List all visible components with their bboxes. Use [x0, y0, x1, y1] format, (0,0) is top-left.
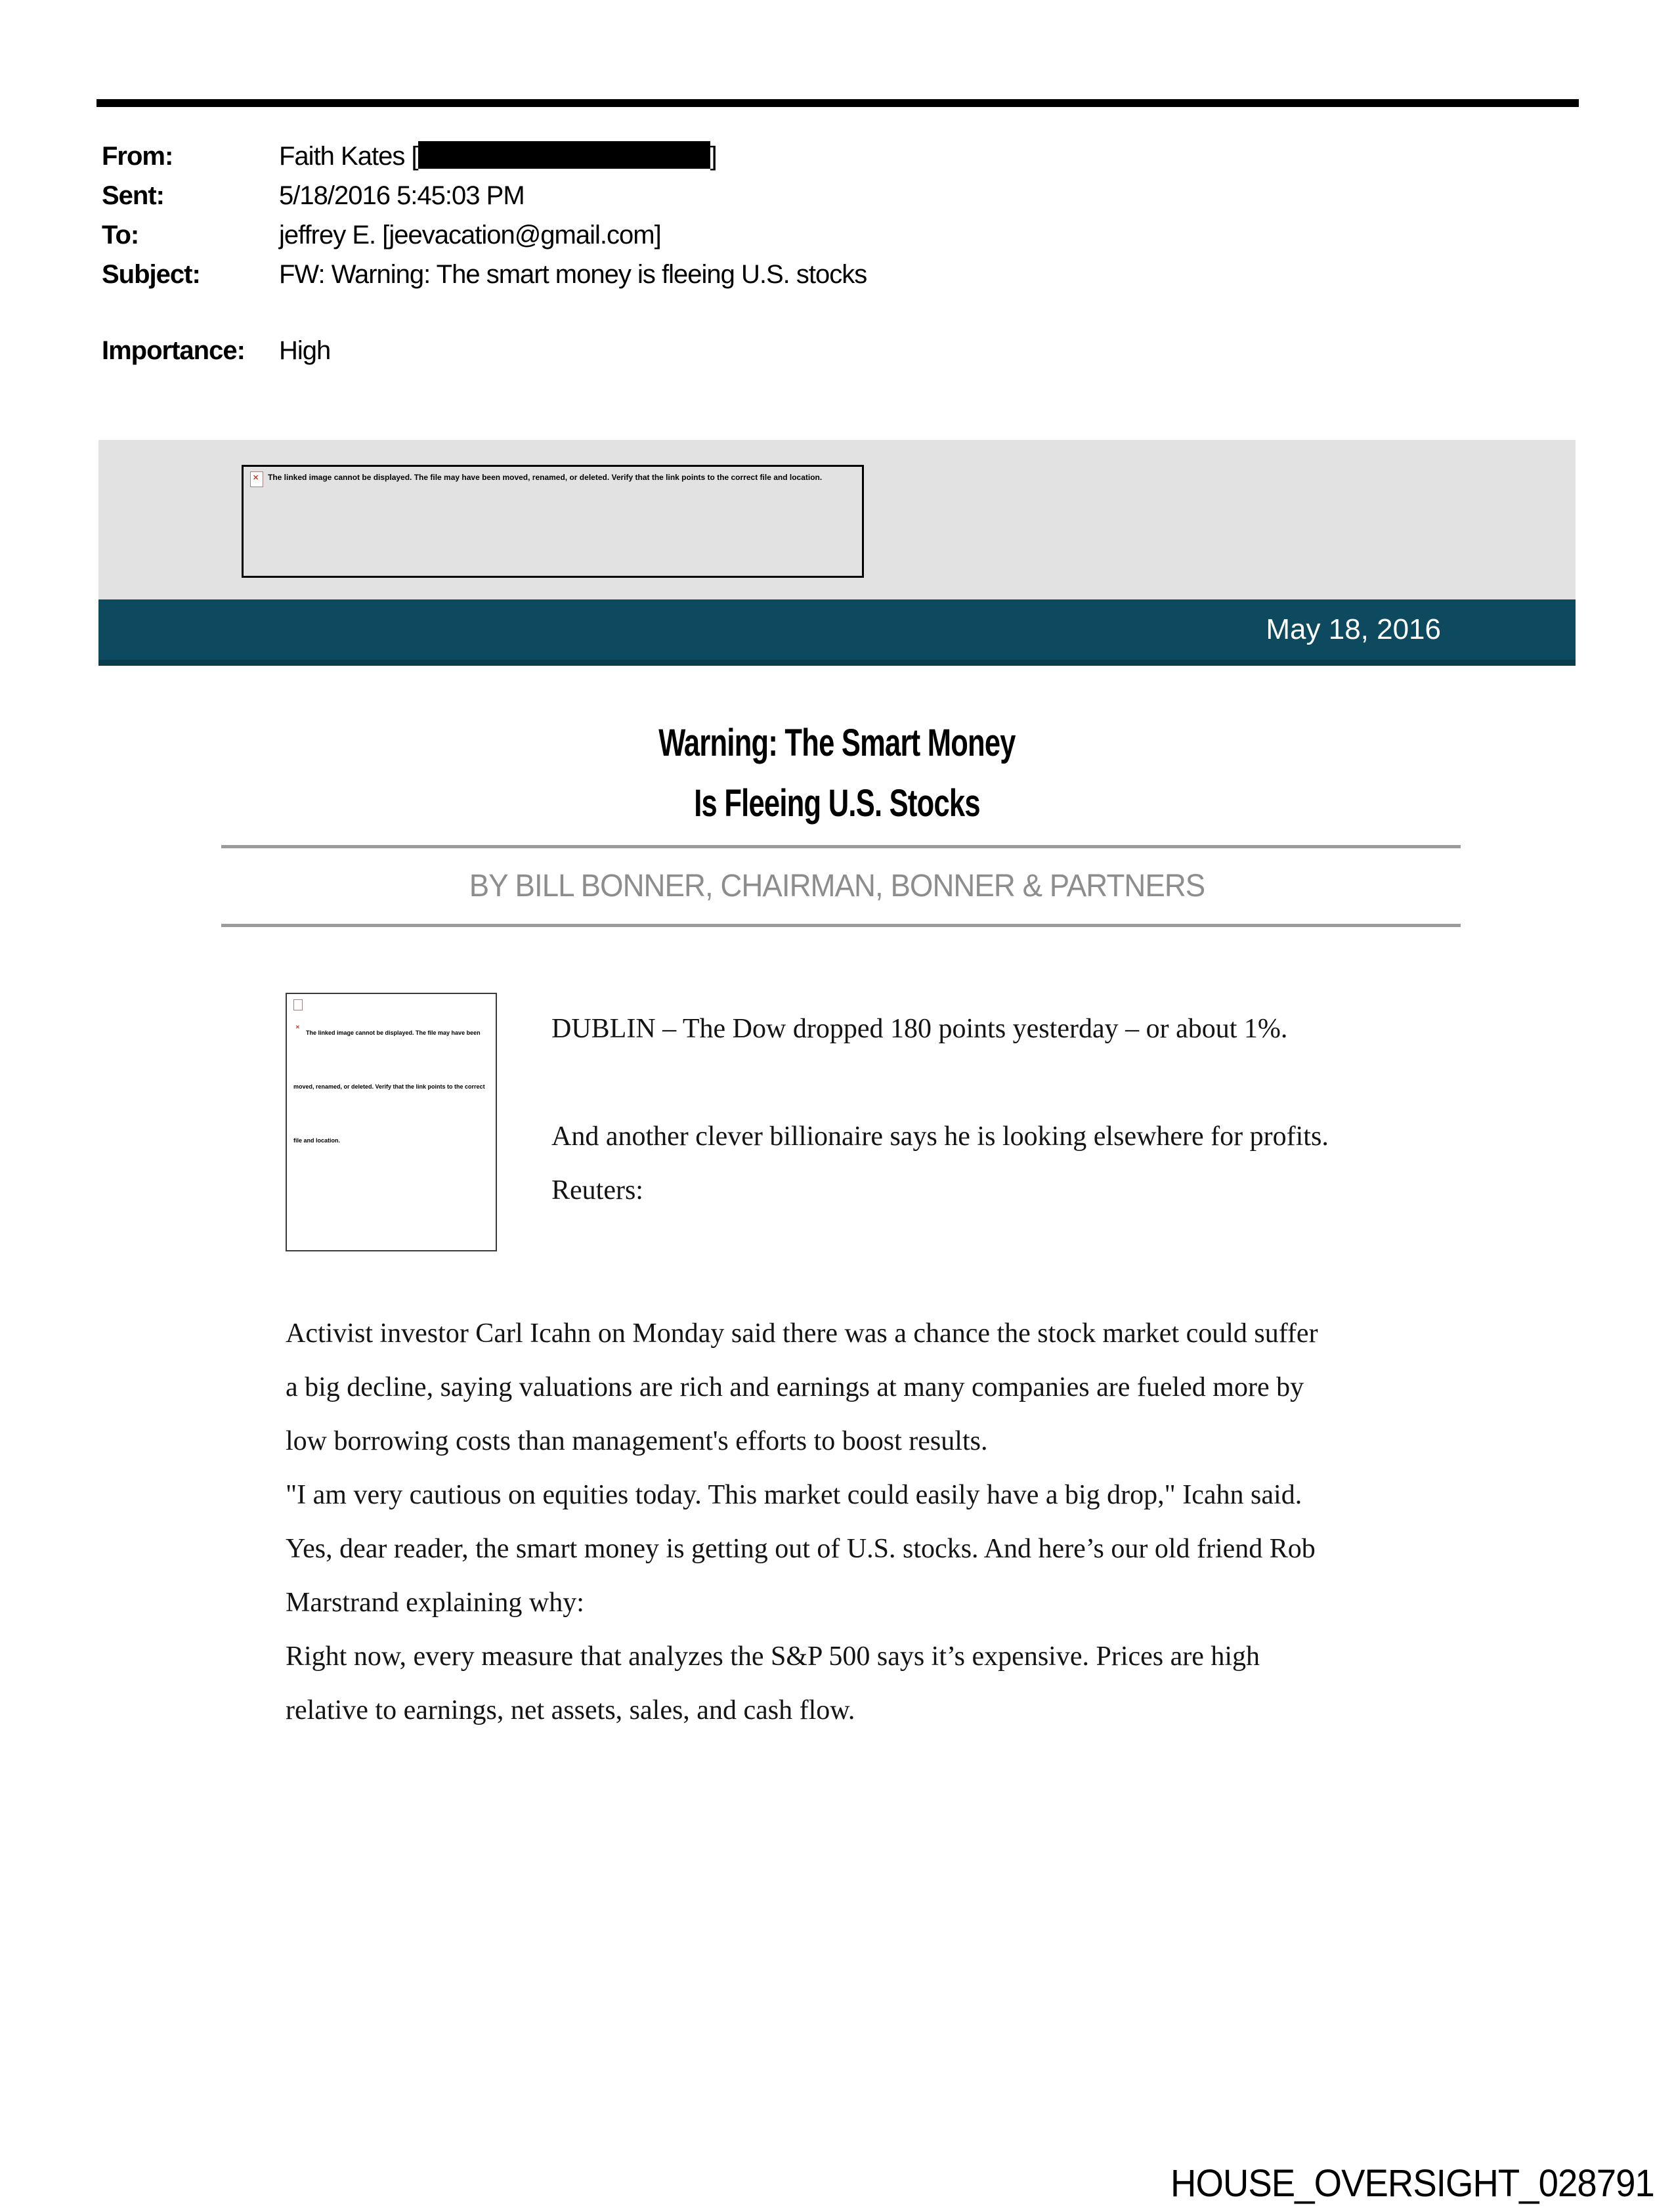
to-label: To: [102, 221, 139, 249]
email-header-row-from [102, 137, 867, 176]
subject-label: Subject: [102, 260, 200, 289]
email-header [102, 137, 867, 370]
email-header-row-sent [102, 176, 867, 215]
banner-date: May 18, 2016 [1266, 613, 1441, 645]
from-value [279, 137, 717, 176]
broken-image-message: The linked image cannot be displayed. The file may have been moved, renamed, or deleted. Verify that the link points to the correct file and location. [268, 473, 823, 482]
sent-value: 5/18/2016 5:45:03 PM [279, 181, 525, 210]
email-header-row-to [102, 215, 867, 255]
from-value-prefix: Faith Kates [ [279, 142, 418, 171]
article-paragraph: DUBLIN – The Dow dropped 180 points yesterday – or about 1%. [551, 1014, 1288, 1044]
broken-image-icon [250, 471, 263, 487]
subject-value: FW: Warning: The smart money is fleeing U.S. stocks [279, 260, 867, 289]
article-paragraph: "I am very cautious on equities today. This market could easily have a big drop," Icahn said. [286, 1480, 1302, 1510]
importance-value: High [279, 336, 331, 365]
broken-image-placeholder [242, 465, 864, 578]
article-body [286, 985, 1336, 1737]
lead-paragraphs [551, 985, 1336, 1217]
importance-label: Importance: [102, 336, 245, 365]
sent-label: Sent: [102, 181, 164, 210]
date-band [98, 599, 1576, 666]
byline-rule-top [221, 845, 1461, 848]
from-label: From: [102, 142, 173, 171]
bates-number: HOUSE_OVERSIGHT_028791 [1170, 2162, 1654, 2205]
article-byline: BY BILL BONNER, CHAIRMAN, BONNER & PARTNERS [469, 869, 1205, 903]
header-divider-rule [97, 99, 1579, 107]
newsletter-banner [98, 440, 1576, 599]
article-paragraph: Right now, every measure that analyzes the S&P 500 says it’s expensive. Prices are high relative to earnings, net assets, sales, and cash flow. [286, 1641, 1260, 1725]
article-lead-section [286, 985, 1336, 1307]
inline-broken-image-icon [293, 999, 303, 1010]
byline-rule-bottom [221, 924, 1461, 927]
to-value: jeffrey E. [jeevacation@gmail.com] [279, 221, 661, 249]
article-title [209, 713, 1465, 834]
article-paragraph: Yes, dear reader, the smart money is getting out of U.S. stocks. And here’s our old friend Rob Marstrand explaining why: [286, 1534, 1316, 1618]
email-header-row-importance [102, 331, 867, 370]
article-paragraph: Activist investor Carl Icahn on Monday said there was a chance the stock market could suffer a big decline, saying valuations are rich and earnings at many companies are fueled more by low borrowing costs than management's efforts to boost results. [286, 1318, 1318, 1456]
from-value-suffix: ] [710, 142, 717, 171]
article-title-line-1: Warning: The Smart Money [658, 722, 1016, 764]
inline-broken-image-placeholder [286, 993, 497, 1251]
article-paragraph: And another clever billionaire says he is looking elsewhere for profits. Reuters: [551, 1121, 1329, 1205]
redaction-bar [418, 141, 710, 169]
inline-broken-image-message: The linked image cannot be displayed. The file may have been moved, renamed, or deleted. Verify that the link points to the correct file and location. [293, 1030, 485, 1144]
email-header-row-subject [102, 255, 867, 294]
article-title-line-2: Is Fleeing U.S. Stocks [694, 782, 980, 825]
